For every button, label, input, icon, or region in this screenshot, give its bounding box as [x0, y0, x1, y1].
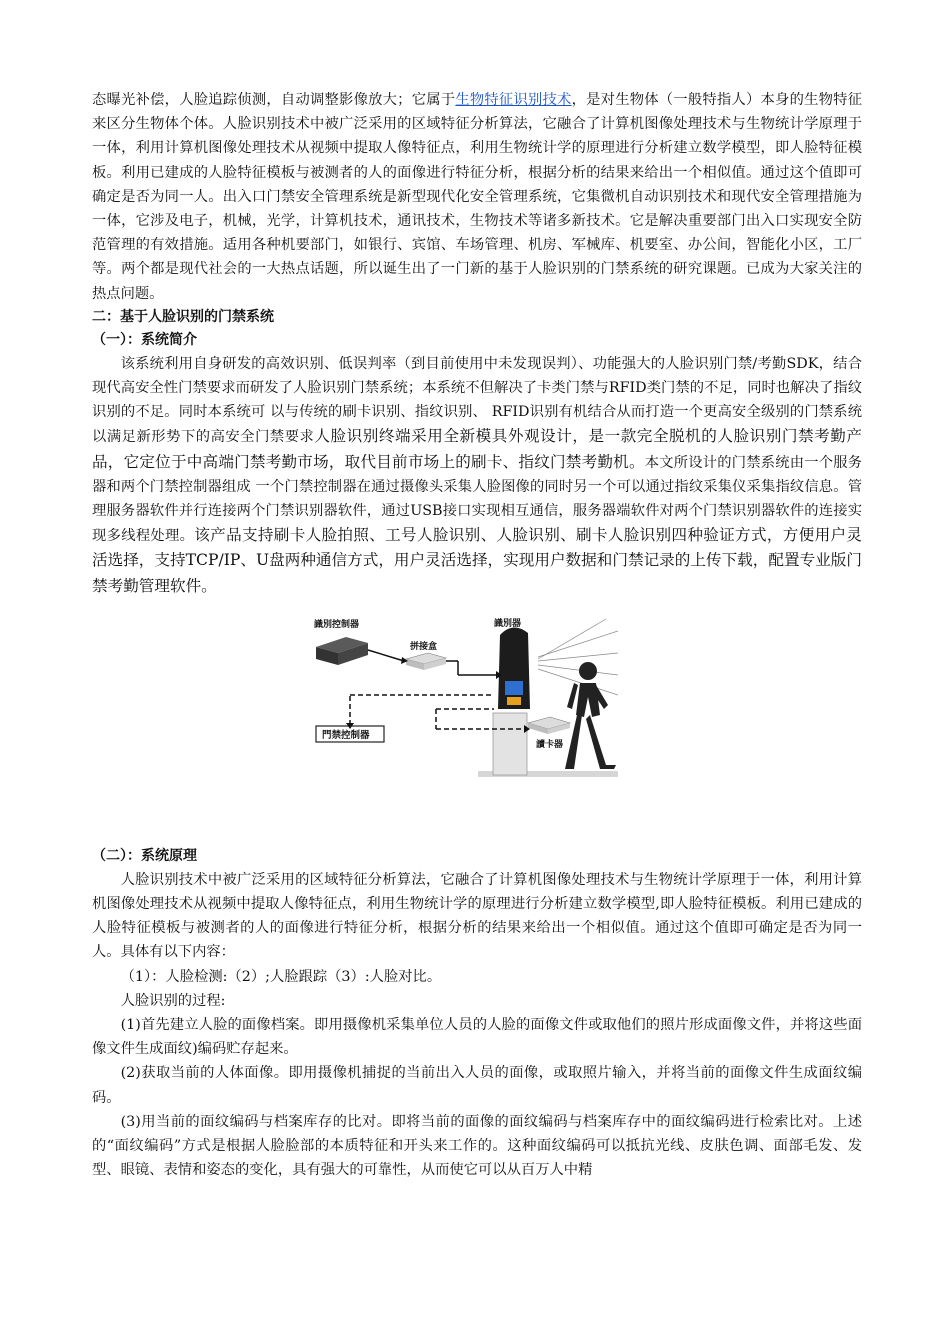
paragraph-step-1: (1)首先建立人脸的面像档案。即用摄像机采集单位人员的人脸的面像文件或取他们的照片形成面像文件，并将这些面像文件生成面纹)编码贮存起来。	[92, 1017, 862, 1058]
paragraph-step-3: (3)用当前的面纹编码与档案库存的比对。即将当前的面像的面纹编码与档案库存中的面纹编码进行检索比对。上述的“面纹编码”方式是根据人脸脸部的本质特征和开头来工作的。这种面纹编码可以抵抗光线、皮肤色调、面部毛发、发型、眼镜、表情和姿态的变化，具有强大的可靠性，从而使它可以从百万人中精	[92, 1113, 862, 1179]
subsection-heading-1: （一）：系统简介	[92, 331, 197, 348]
label-door-controller: 門禁控制器	[322, 729, 370, 741]
paragraph-step-2: (2)获取当前的人体面像。即用摄像机捕捉的当前出入人员的面像，或取照片输入，并将当前的面像文件生成面纹编码。	[92, 1065, 862, 1106]
paragraph-system-intro	[92, 352, 862, 599]
intro-text-pre: 态曝光补偿，人脸追踪侦测，自动调整影像放大；它属于	[92, 92, 456, 108]
document-page	[92, 88, 862, 1183]
paragraph-steps: （1）：人脸检测:（2）;人脸跟踪（3）:人脸对比。	[120, 968, 442, 985]
system-intro-b: 人脸识别终端采用全新模具外观设计，是一款完全脱机的人脸识别门禁考勤产品，它定位于中高端门禁考勤市场，取代目前市场上的刷卡、指纹门禁考勤机。	[92, 427, 862, 471]
system-diagram	[92, 613, 862, 823]
label-recognizer: 識別器	[494, 617, 522, 628]
paragraph-principle: 人脸识别技术中被广泛采用的区域特征分析算法，它融合了计算机图像处理技术与生物统计学原理于一体，利用计算机图像处理技术从视频中提取人像特征点，利用生物统计学的原理进行分析建立数学模型,即人脸特征模板。利用已建成的人脸特征模板与被测者的人的面像进行特征分析，根据分析的结果来给出一个相似值。通过这个值即可确定是否为同一人。具体有以下内容：	[92, 871, 862, 961]
system-intro-d: 该产品支持刷卡人脸拍照、工号人脸识别、人脸识别、刷卡人脸识别四种验证方式，方便用户灵活选择，支持TCP/IP、U盘两种通信方式，用户灵活选择，实现用户数据和门禁记录的上传下载，配置专业版门禁考勤管理软件。	[92, 526, 862, 595]
biometric-link[interactable]: 生物特征识别技术	[455, 92, 572, 108]
subsection-heading-2: （二）：系统原理	[92, 847, 197, 864]
label-card-reader: 讀卡器	[536, 738, 564, 749]
label-recognition-controller: 識別控制器	[314, 618, 360, 629]
system-diagram-svg	[288, 613, 618, 783]
label-splice-box: 拼接盒	[410, 640, 438, 651]
section-heading-2: 二：基于人脸识别的门禁系统	[92, 308, 274, 325]
system-intro-a: 该系统利用自身研发的高效识别、低误判率（到目前使用中未发现误判）、功能强大的人脸识别门禁/考勤SDK，结合现代高安全性门禁要求而研发了人脸识别门禁系统；本系统不但解决了卡类门禁与RFID类门禁的不足，同时也解决了指纹识别的不足。同时本系统可 以与传统的刷卡识别、指纹识别、 RFID识别有机结合从而打造一个更高安全级别的门禁系统以满足新形势下的高安全门禁要求	[92, 355, 862, 446]
system-intro-c: 本文所设计的门禁系统由一个服务器和两个门禁控制器组成 一个门禁控制器在通过摄像头采集人脸图像的同时另一个可以通过指纹采集仪采集指纹信息。管理服务器软件并行连接两个门禁识别器软件，通过USB接口实现相互通信，服务器端软件对两个门禁识别器软件的连接实现多线程处理。	[92, 454, 862, 545]
intro-text-post: ，是对生物体（一般特指人）本身的生物特征来区分生物体个体。人脸识别技术中被广泛采用的区域特征分析算法，它融合了计算机图像处理技术与生物统计学原理于一体，利用计算机图像处理技术从视频中提取人像特征点，利用生物统计学的原理进行分析建立数学模型，即人脸特征模板。利用已建成的人脸特征模板与被测者的人的面像进行特征分析，根据分析的结果来给出一个相似值。通过这个值即可确定是否为同一人。出入口门禁安全管理系统是新型现代化安全管理系统，它集微机自动识别技术和现代安全管理措施为一体，它涉及电子，机械，光学，计算机技术，通讯技术，生物技术等诸多新技术。它是解决重要部门出入口实现安全防范管理的有效措施。适用各种机要部门，如银行、宾馆、车场管理、机房、军械库、机要室、办公间，智能化小区，工厂等。两个都是现代社会的一大热点话题，所以诞生出了一门新的基于人脸识别的门禁系统的研究课题。已成为大家关注的热点问题。	[92, 92, 863, 302]
paragraph-process-title: 人脸识别的过程:	[120, 992, 226, 1009]
paragraph-intro	[92, 88, 862, 306]
